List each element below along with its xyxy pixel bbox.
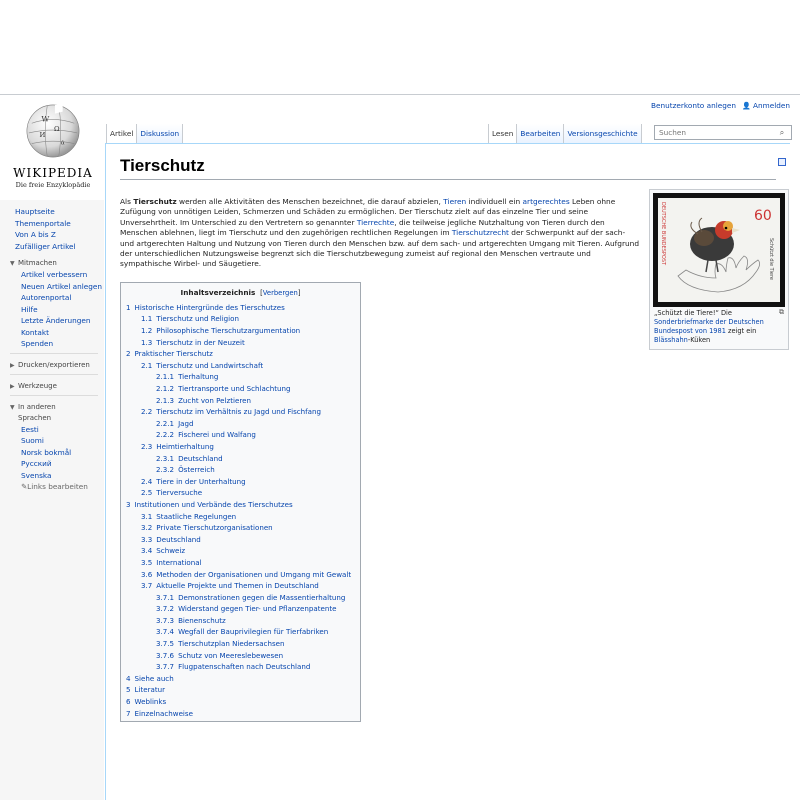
toc-item-number: 2 xyxy=(126,349,131,359)
svg-text:И: И xyxy=(39,130,46,139)
toc-item[interactable] xyxy=(126,522,355,534)
toc-item-link[interactable]: Österreich xyxy=(178,465,215,475)
toc-item-link[interactable]: Praktischer Tierschutz xyxy=(134,349,213,359)
toc-item[interactable] xyxy=(126,453,355,465)
search-input[interactable] xyxy=(655,128,775,137)
toc-item-link[interactable]: Tiere in der Unterhaltung xyxy=(156,476,246,486)
toc-item-link[interactable]: Tierschutzplan Niedersachsen xyxy=(178,639,285,649)
toc-item-number: 2.2.2 xyxy=(156,430,175,440)
toc-item-number: 3.7.4 xyxy=(156,627,175,637)
logo-tagline: Die freie Enzyklopädie xyxy=(15,181,91,189)
portlet-werkzeuge xyxy=(0,381,104,392)
toc-item[interactable] xyxy=(126,313,355,325)
tab-versionsgeschichte[interactable]: Versionsgeschichte xyxy=(563,124,641,143)
toc-item[interactable] xyxy=(126,476,355,488)
create-account-link[interactable]: Benutzerkonto anlegen xyxy=(650,101,736,110)
toc-item-link[interactable]: Deutschland xyxy=(178,453,223,463)
toc-item-link[interactable]: Zucht von Pelztieren xyxy=(178,395,251,405)
page-title: Tierschutz xyxy=(120,156,776,180)
language-link-russkij[interactable]: Русский xyxy=(21,459,52,468)
sidebar-navigation xyxy=(0,200,104,252)
sidebar-item-kontakt[interactable]: Kontakt xyxy=(21,327,49,337)
toc-item-link[interactable]: Private Tierschutzorganisationen xyxy=(156,523,273,533)
search-icon[interactable]: ⌕ xyxy=(779,127,785,137)
intro-bold-term: Tierschutz xyxy=(133,197,177,206)
toc-item-link[interactable]: Deutschland xyxy=(156,534,201,544)
stamp-country: DEUTSCHE BUNDESPOST xyxy=(660,202,666,266)
toc-item-link[interactable]: International xyxy=(156,557,202,567)
sidebar xyxy=(0,200,104,800)
view-tabs xyxy=(488,124,642,143)
stamp-image[interactable] xyxy=(653,193,785,307)
browser-top-blank xyxy=(0,0,800,95)
toc-item[interactable] xyxy=(126,638,355,650)
toc-item-number: 1.1 xyxy=(141,314,153,324)
toc-item-number: 4 xyxy=(126,673,131,683)
toc-item-number: 5 xyxy=(126,685,131,695)
toc-item-link[interactable]: Bienenschutz xyxy=(178,615,226,625)
toc-item[interactable] xyxy=(126,696,355,708)
tab-artikel[interactable]: Artikel xyxy=(106,124,136,143)
toc-item-number: 3.6 xyxy=(141,569,153,579)
toc-item-number: 3.7.7 xyxy=(156,662,175,672)
thumbnail-caption xyxy=(653,307,785,346)
sidebar-item-neuer-artikel[interactable]: Neuen Artikel anlegen xyxy=(21,281,103,291)
toc-item-link[interactable]: Einzelnachweise xyxy=(134,708,193,718)
caption-quote: „Schützt die Tiere!“ Die xyxy=(654,309,732,317)
svg-text:ά: ά xyxy=(60,140,65,147)
portlet-sprachen-label: In anderen Sprachen xyxy=(18,402,56,422)
toc-toggle[interactable]: Verbergen xyxy=(262,288,298,297)
language-link-eesti[interactable]: Eesti xyxy=(21,424,39,434)
link-tierschutzrecht[interactable]: Tierschutzrecht xyxy=(451,228,509,238)
toc-item-number: 3.1 xyxy=(141,511,153,521)
divider xyxy=(10,374,98,375)
toc-item[interactable] xyxy=(126,302,355,314)
chick-on-hand-illustration xyxy=(658,198,780,302)
toc-item-link[interactable]: Tierschutz und Religion xyxy=(156,314,239,324)
portlet-mitmachen xyxy=(0,258,104,350)
toc-item[interactable] xyxy=(126,395,355,407)
sidebar-item-autorenportal[interactable]: Autorenportal xyxy=(21,293,72,302)
toc-item-number: 3.7 xyxy=(141,581,153,591)
toc-item-number: 2.1 xyxy=(141,360,153,370)
toc-item-number: 1.3 xyxy=(141,337,153,347)
toc-item-link[interactable]: Schutz von Meereslebewesen xyxy=(178,650,284,660)
toc-item-link[interactable]: Schweiz xyxy=(156,546,186,556)
toc-item-link[interactable]: Tierversuche xyxy=(156,488,203,498)
toc-item-number: 3.2 xyxy=(141,523,153,533)
toc-item[interactable] xyxy=(126,580,355,592)
toc-item-link[interactable]: Fischerei und Walfang xyxy=(178,430,256,440)
portlet-drucken-label: Drucken/exportieren xyxy=(18,360,90,369)
toc-item-number: 3.7.3 xyxy=(156,615,175,625)
intro-text: individuell ein xyxy=(466,197,523,206)
toc-item-number: 3 xyxy=(126,499,131,509)
svg-text:W: W xyxy=(41,114,50,124)
portlet-drucken-heading[interactable] xyxy=(10,360,104,371)
tab-lesen[interactable]: Lesen xyxy=(488,124,516,143)
divider xyxy=(10,395,98,396)
toc-item-number: 2.2.1 xyxy=(156,418,175,428)
sidebar-item-spenden[interactable]: Spenden xyxy=(21,339,54,348)
divider xyxy=(10,353,98,354)
toc-item-number: 3.7.5 xyxy=(156,639,175,649)
toc-item[interactable] xyxy=(126,464,355,476)
toc-item[interactable] xyxy=(126,615,355,627)
expanded-arrow-icon: ▼ xyxy=(10,260,15,267)
caption-mid: zeigt ein xyxy=(725,327,757,335)
toc-item-link[interactable]: Tierschutz in der Neuzeit xyxy=(156,337,245,347)
toc-item[interactable] xyxy=(126,360,355,372)
caption-link-sonderbriefmarke[interactable]: Sonderbriefmarke der Deutschen Bundespost von 1981 xyxy=(654,318,764,335)
article-content xyxy=(105,143,790,800)
portlet-sprachen xyxy=(0,402,104,493)
table-of-contents xyxy=(120,282,361,722)
stamp-slogan: Schützt die Tiere xyxy=(768,238,774,281)
collapsed-arrow-icon: ▶ xyxy=(10,361,15,369)
toc-item-link[interactable]: Tierhaltung xyxy=(178,372,219,382)
toc-item[interactable] xyxy=(126,708,355,720)
toc-item[interactable] xyxy=(126,325,355,337)
sidebar-item-artikel-verbessern[interactable]: Artikel verbessern xyxy=(21,270,88,279)
toc-item[interactable] xyxy=(126,650,355,662)
sidebar-item-letzte-aenderungen[interactable]: Letzte Änderungen xyxy=(21,316,91,325)
toc-item[interactable] xyxy=(126,487,355,499)
puzzle-globe-icon xyxy=(24,102,82,160)
edit-links[interactable] xyxy=(21,481,104,493)
stamp-value: 60 xyxy=(754,208,772,224)
intro-text: werden alle Aktivitäten des Menschen bezeichnet, die darauf abzielen, xyxy=(176,197,444,206)
toc-item-link[interactable]: Wegfall der Bauprivilegien für Tierfabriken xyxy=(178,627,329,637)
toc-item[interactable] xyxy=(126,545,355,557)
toc-item-number: 2.1.2 xyxy=(156,384,175,393)
toc-item-link[interactable]: Methoden der Organisationen und Umgang mit Gewalt xyxy=(156,569,352,579)
toc-item[interactable] xyxy=(126,592,355,604)
portlet-mitmachen-heading[interactable] xyxy=(10,258,104,269)
sidebar-item-hilfe[interactable]: Hilfe xyxy=(21,304,38,314)
toc-item-link[interactable]: Philosophische Tierschutzargumentation xyxy=(156,326,301,336)
logo-wordmark: WIKIPEDIA xyxy=(13,166,93,180)
portlet-drucken xyxy=(0,360,104,371)
toc-item[interactable] xyxy=(126,557,355,569)
namespace-tabs xyxy=(106,124,183,143)
toc-item[interactable] xyxy=(126,534,355,546)
link-artgerechtes[interactable]: artgerechtes xyxy=(522,197,570,206)
intro-paragraph xyxy=(120,197,640,270)
svg-text:Ω: Ω xyxy=(53,125,60,133)
toc-item[interactable] xyxy=(126,626,355,638)
tab-bearbeiten[interactable]: Bearbeiten xyxy=(516,124,563,143)
toc-item-link[interactable]: Tierschutz im Verhältnis zu Jagd und Fischfang xyxy=(156,407,322,417)
sidebar-item-zufall[interactable]: Zufälliger Artikel xyxy=(15,241,76,251)
portlet-mitmachen-label: Mitmachen xyxy=(18,259,57,267)
personal-tools xyxy=(651,101,790,110)
caption-link-blaesshahn[interactable]: Blässhahn xyxy=(654,336,688,344)
intro-text: Leben ohne Zufügung von unnötigen Leiden, Schmerzen und Schäden zu ermöglichen. Der Tierschutz zielt auf das einzelne Tier und seine Unversehrtheit. Im Unterschied zu den Vertretern so genannter xyxy=(120,197,616,227)
link-tierrechte[interactable]: Tierrechte xyxy=(356,217,395,227)
intro-text: der Schwerpunkt auf der sach- und artgerechten Haltung und Nutzung von Tieren durch den Menschen bzw. auf dem sach- und artgerechten Umgang mit Tieren. Aufgrund der unterschiedlichen Nutzungsweise begrenzt sich die Tierschutzbewegung zumeist auf regional den Menschen vertraute und sympathische Wirbel- und Säugetiere. xyxy=(120,228,640,269)
portlet-werkzeuge-label: Werkzeuge xyxy=(18,381,57,390)
edit-links-label: Links bearbeiten xyxy=(27,482,88,491)
toc-item-number: 2.5 xyxy=(141,488,153,498)
toc-item[interactable] xyxy=(126,337,355,349)
toc-item-number: 2.3 xyxy=(141,441,153,451)
toc-item-number: 7 xyxy=(126,708,131,718)
toc-item-link[interactable]: Siehe auch xyxy=(134,673,174,683)
toc-item-link[interactable]: Weblinks xyxy=(134,697,167,707)
login-link[interactable]: Anmelden xyxy=(753,101,790,110)
toc-item[interactable] xyxy=(126,661,355,673)
portlet-sprachen-heading[interactable] xyxy=(10,402,104,424)
toc-item[interactable] xyxy=(126,406,355,418)
link-tieren[interactable]: Tieren xyxy=(443,197,467,206)
toc-item[interactable] xyxy=(126,371,355,383)
toc-item-number: 3.4 xyxy=(141,546,153,556)
tab-diskussion[interactable]: Diskussion xyxy=(136,124,183,143)
user-icon: 👤 xyxy=(741,102,751,110)
toc-item-number: 2.1.1 xyxy=(156,372,175,382)
toc-item-link[interactable]: Widerstand gegen Tier- und Pflanzenpatente xyxy=(178,604,337,614)
toc-item[interactable] xyxy=(126,569,355,581)
toc-item-link[interactable]: Jagd xyxy=(178,418,194,428)
toc-item[interactable] xyxy=(126,418,355,430)
intro-text: Als xyxy=(120,197,134,206)
toc-item-number: 3.3 xyxy=(141,534,153,544)
pencil-icon: ✎ xyxy=(21,482,28,491)
toc-item[interactable] xyxy=(126,684,355,696)
enlarge-icon[interactable]: ⧉ xyxy=(779,308,784,316)
toc-item[interactable] xyxy=(126,673,355,685)
search-box xyxy=(654,125,792,140)
toc-item[interactable] xyxy=(126,441,355,453)
toc-item-number: 6 xyxy=(126,697,131,707)
toc-item[interactable] xyxy=(126,383,355,395)
toc-item-number: 2.1.3 xyxy=(156,395,175,405)
expanded-arrow-icon: ▼ xyxy=(10,403,15,411)
wikipedia-logo[interactable] xyxy=(8,100,98,196)
toc-item[interactable] xyxy=(126,603,355,615)
language-link-norsk[interactable]: Norsk bokmål xyxy=(21,447,72,457)
toc-title: Inhaltsverzeichnis [Verbergen] xyxy=(180,287,301,297)
toc-item-link[interactable]: Literatur xyxy=(134,685,166,695)
toc-item-link[interactable]: Staatliche Regelungen xyxy=(156,511,237,521)
toc-item-link[interactable]: Tierschutz und Landwirtschaft xyxy=(156,360,264,370)
toc-item[interactable] xyxy=(126,511,355,523)
toc-item[interactable] xyxy=(126,348,355,360)
toc-item-number: 3.7.6 xyxy=(156,650,175,660)
toc-item-link[interactable]: Tiertransporte und Schlachtung xyxy=(178,384,291,393)
language-link-suomi[interactable]: Suomi xyxy=(21,436,44,445)
caption-end: -Küken xyxy=(687,336,711,344)
sidebar-item-hauptseite[interactable]: Hauptseite xyxy=(15,207,55,216)
toc-item-link[interactable]: Demonstrationen gegen die Massentierhaltung xyxy=(178,592,346,602)
toc-title-label: Inhaltsverzeichnis xyxy=(180,287,256,297)
toc-item-number: 2.4 xyxy=(141,476,153,486)
toc-item-link[interactable]: Heimtierhaltung xyxy=(156,441,214,451)
toc-item-number: 2.3.2 xyxy=(156,465,175,475)
toc-item-number: 3.5 xyxy=(141,557,153,567)
sidebar-item-a-bis-z[interactable]: Von A bis Z xyxy=(15,230,56,239)
toc-item-link[interactable]: Institutionen und Verbände des Tierschutzes xyxy=(134,499,293,509)
toc-item-link[interactable]: Flugpatenschaften nach Deutschland xyxy=(178,662,311,672)
toc-item-number: 3.7.2 xyxy=(156,604,175,614)
portlet-werkzeuge-heading[interactable] xyxy=(10,381,104,392)
stamp-thumbnail xyxy=(649,189,789,350)
coordinates-icon[interactable] xyxy=(778,158,786,166)
toc-item[interactable] xyxy=(126,499,355,511)
toc-item-link[interactable]: Aktuelle Projekte und Themen in Deutschland xyxy=(156,581,319,591)
toc-list xyxy=(126,302,355,719)
toc-item-number: 2.3.1 xyxy=(156,453,175,463)
sidebar-item-themenportale[interactable]: Themenportale xyxy=(15,218,71,228)
collapsed-arrow-icon: ▶ xyxy=(10,382,15,390)
toc-item-link[interactable]: Historische Hintergründe des Tierschutzes xyxy=(134,302,285,312)
language-link-svenska[interactable]: Svenska xyxy=(21,470,52,480)
toc-item-number: 3.7.1 xyxy=(156,592,175,602)
toc-item-number: 1 xyxy=(126,302,131,312)
toc-item-number: 2.2 xyxy=(141,407,153,417)
toc-item[interactable] xyxy=(126,429,355,441)
toc-item-number: 1.2 xyxy=(141,326,153,336)
intro-text: , die teilweise jegliche Nutzhaltung von Tieren durch den Menschen ablehnen, liegt im Tierschutz und den zugehörigen rechtlichen Regelungen im xyxy=(120,217,605,238)
